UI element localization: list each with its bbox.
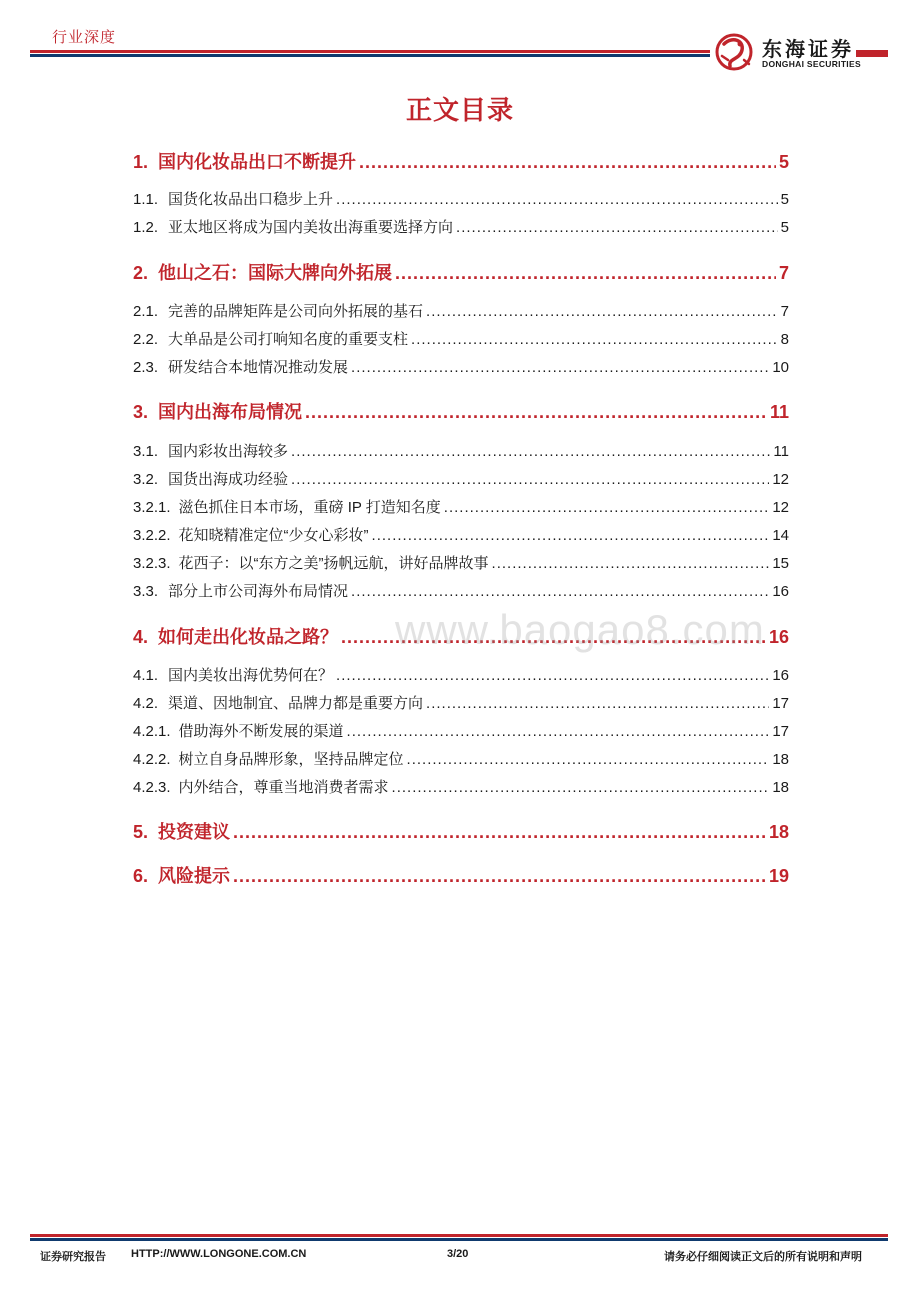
toc-page: 18 xyxy=(768,822,789,842)
toc-page: 7 xyxy=(780,303,789,320)
toc-title: 国内美妆出海优势何在？ xyxy=(168,667,334,684)
toc-leader xyxy=(351,359,769,376)
toc-page: 17 xyxy=(772,695,789,712)
toc-page: 7 xyxy=(778,263,789,283)
toc-leader xyxy=(336,191,778,208)
toc-entry[interactable] xyxy=(133,748,789,770)
toc-leader xyxy=(233,866,766,887)
toc-number: 4.1. xyxy=(133,667,159,684)
brand-name-en: DONGHAI SECURITIES xyxy=(762,59,861,69)
toc-entry[interactable] xyxy=(133,216,789,238)
toc-number: 3.2. xyxy=(133,471,159,488)
toc-number: 3.1. xyxy=(133,443,159,460)
toc-title: 借助海外不断发展的渠道 xyxy=(178,723,344,740)
page-title: 正文目录 xyxy=(405,95,514,125)
toc-number: 4.2.1. xyxy=(133,723,171,740)
toc-page: 14 xyxy=(772,527,789,544)
toc-number: 1.1. xyxy=(133,191,159,208)
toc-page: 11 xyxy=(769,402,789,422)
toc-leader xyxy=(359,152,776,173)
toc-entry[interactable] xyxy=(133,440,789,462)
toc-leader xyxy=(372,527,770,544)
toc-page: 15 xyxy=(772,555,789,572)
toc-title: 国货出海成功经验 xyxy=(168,471,289,488)
toc-number: 4. xyxy=(133,627,149,647)
toc-page: 12 xyxy=(772,471,789,488)
toc-number: 3.2.3. xyxy=(133,555,171,572)
toc-leader xyxy=(305,402,767,423)
toc-title: 风险提示 xyxy=(158,866,231,886)
toc-number: 3.2.1. xyxy=(133,499,171,516)
toc-entry[interactable] xyxy=(133,188,789,210)
toc-leader xyxy=(411,331,778,348)
toc-page: 10 xyxy=(772,359,789,376)
brand-logo xyxy=(714,30,864,76)
toc-page: 16 xyxy=(772,667,789,684)
toc-page: 5 xyxy=(780,191,789,208)
toc-title: 国内出海布局情况 xyxy=(158,402,303,422)
toc-entry[interactable] xyxy=(133,148,789,170)
toc-title: 亚太地区将成为国内美妆出海重要选择方向 xyxy=(168,219,454,236)
toc-title: 渠道、因地制宜、品牌力都是重要方向 xyxy=(168,695,424,712)
toc-number: 3. xyxy=(133,402,149,422)
toc-entry[interactable] xyxy=(133,496,789,518)
footer-rule xyxy=(30,1234,888,1241)
toc-entry[interactable] xyxy=(133,300,789,322)
footer-page-number: 3/20 xyxy=(447,1248,469,1260)
toc-number: 6. xyxy=(133,866,149,886)
toc-entry[interactable] xyxy=(133,720,789,742)
toc-entry[interactable] xyxy=(133,580,789,602)
toc-leader xyxy=(392,779,770,796)
toc-entry[interactable] xyxy=(133,328,789,350)
toc-number: 4.2.3. xyxy=(133,779,171,796)
toc-page: 11 xyxy=(773,443,789,460)
toc-leader xyxy=(291,471,769,488)
toc-leader xyxy=(407,751,770,768)
toc-leader xyxy=(395,263,776,284)
toc-number: 3.3. xyxy=(133,583,159,600)
toc-page: 5 xyxy=(780,219,789,236)
toc-entry[interactable] xyxy=(133,623,789,645)
toc-entry[interactable] xyxy=(133,664,789,686)
toc-title: 花知晓精准定位“少女心彩妆” xyxy=(178,527,369,544)
toc-number: 2.2. xyxy=(133,331,159,348)
toc-title: 花西子：以“东方之美”扬帆远航，讲好品牌故事 xyxy=(178,555,489,572)
toc-title: 国货化妆品出口稳步上升 xyxy=(168,191,334,208)
toc-number: 1.2. xyxy=(133,219,159,236)
toc-leader xyxy=(291,443,770,460)
report-category: 行业深度 xyxy=(52,29,117,46)
toc-page: 12 xyxy=(772,499,789,516)
toc-entry[interactable] xyxy=(133,818,789,840)
toc-entry[interactable] xyxy=(133,356,789,378)
toc-number: 3.2.2. xyxy=(133,527,171,544)
toc-number: 4.2. xyxy=(133,695,159,712)
toc-title: 国内化妆品出口不断提升 xyxy=(158,152,357,172)
toc-title: 研发结合本地情况推动发展 xyxy=(168,359,349,376)
toc-leader xyxy=(456,219,778,236)
toc-leader xyxy=(444,499,770,516)
toc-number: 5. xyxy=(133,822,149,842)
toc-entry[interactable] xyxy=(133,259,789,281)
toc-title: 投资建议 xyxy=(158,822,231,842)
toc-entry[interactable] xyxy=(133,468,789,490)
toc-entry[interactable] xyxy=(133,552,789,574)
toc-leader xyxy=(341,627,766,648)
toc-page: 16 xyxy=(772,583,789,600)
toc-leader xyxy=(233,822,766,843)
toc-leader xyxy=(336,667,769,684)
toc-title: 滋色抓住日本市场，重磅 IP 打造知名度 xyxy=(178,499,441,516)
footer-report-type: 证券研究报告 xyxy=(40,1251,106,1263)
toc-leader xyxy=(426,695,769,712)
toc-entry[interactable] xyxy=(133,692,789,714)
toc-page: 16 xyxy=(768,627,789,647)
toc-title: 大单品是公司打响知名度的重要支柱 xyxy=(168,331,409,348)
toc-leader xyxy=(351,583,769,600)
toc-page: 19 xyxy=(768,866,789,886)
toc-page: 18 xyxy=(772,751,789,768)
toc-page: 8 xyxy=(780,331,789,348)
footer-url[interactable]: HTTP://WWW.LONGONE.COM.CN xyxy=(131,1248,307,1260)
watermark: www.baogao8.com xyxy=(395,606,765,653)
toc-title: 树立自身品牌形象，坚持品牌定位 xyxy=(178,751,404,768)
toc-title: 他山之石：国际大牌向外拓展 xyxy=(158,263,393,283)
toc-number: 2.1. xyxy=(133,303,159,320)
toc-page: 18 xyxy=(772,779,789,796)
brand-name-cn: 东海证券 xyxy=(760,33,856,62)
toc-page: 17 xyxy=(772,723,789,740)
footer-disclaimer: 请务必仔细阅读正文后的所有说明和声明 xyxy=(664,1251,862,1263)
toc-number: 1. xyxy=(133,152,149,172)
toc-title: 如何走出化妆品之路？ xyxy=(158,627,339,647)
toc-leader xyxy=(347,723,770,740)
toc-title: 内外结合，尊重当地消费者需求 xyxy=(178,779,389,796)
toc-leader xyxy=(426,303,778,320)
toc-number: 2. xyxy=(133,263,149,283)
toc-title: 完善的品牌矩阵是公司向外拓展的基石 xyxy=(168,303,424,320)
toc-number: 4.2.2. xyxy=(133,751,171,768)
dragon-logo-icon xyxy=(714,30,754,74)
toc-title: 国内彩妆出海较多 xyxy=(168,443,289,460)
toc-page: 5 xyxy=(778,152,789,172)
toc-entry[interactable] xyxy=(133,776,789,798)
toc-leader xyxy=(492,555,770,572)
toc-title: 部分上市公司海外布局情况 xyxy=(168,583,349,600)
toc-entry[interactable] xyxy=(133,862,789,884)
toc-entry[interactable] xyxy=(133,524,789,546)
toc-entry[interactable] xyxy=(133,398,789,420)
toc-number: 2.3. xyxy=(133,359,159,376)
